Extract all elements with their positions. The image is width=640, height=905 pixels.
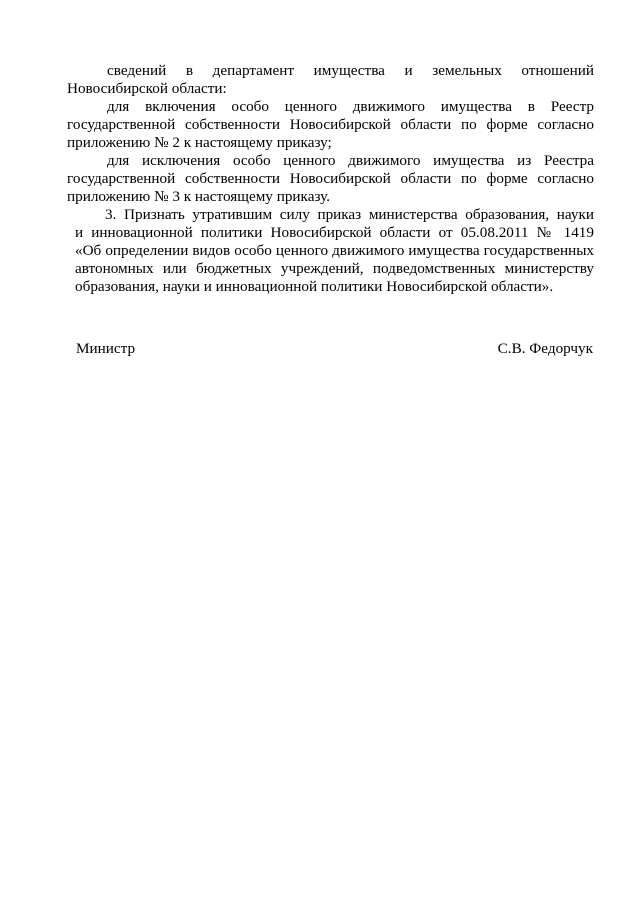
text-line-7: государственной собственности Новосибирской области по форме согласно (67, 170, 594, 187)
text-line-12: автономных или бюджетных учреждений, подведомственных министерству (75, 260, 594, 277)
text-line-1: сведений в департамент имущества и земельных отношений (107, 62, 594, 79)
text-line-3: для включения особо ценного движимого имущества в Реестр (107, 98, 594, 115)
text-line-6: для исключения особо ценного движимого имущества из Реестра (107, 152, 594, 169)
text-line-8: приложению № 3 к настоящему приказу. (67, 188, 330, 205)
text-line-2: Новосибирской области: (67, 80, 227, 97)
text-line-9: 3. Признать утратившим силу приказ министерства образования, науки (105, 206, 594, 223)
signature-name: С.В. Федорчук (497, 340, 593, 357)
text-line-13: образования, науки и инновационной политики Новосибирской области». (75, 278, 554, 295)
text-line-4: государственной собственности Новосибирской области по форме согласно (67, 116, 594, 133)
text-line-5: приложению № 2 к настоящему приказу; (67, 134, 332, 151)
text-line-11: «Об определении видов особо ценного движимого имущества государственных (75, 242, 594, 259)
text-line-10: и инновационной политики Новосибирской области от 05.08.2011 № 1419 (75, 224, 594, 241)
signature-title: Министр (76, 340, 136, 357)
